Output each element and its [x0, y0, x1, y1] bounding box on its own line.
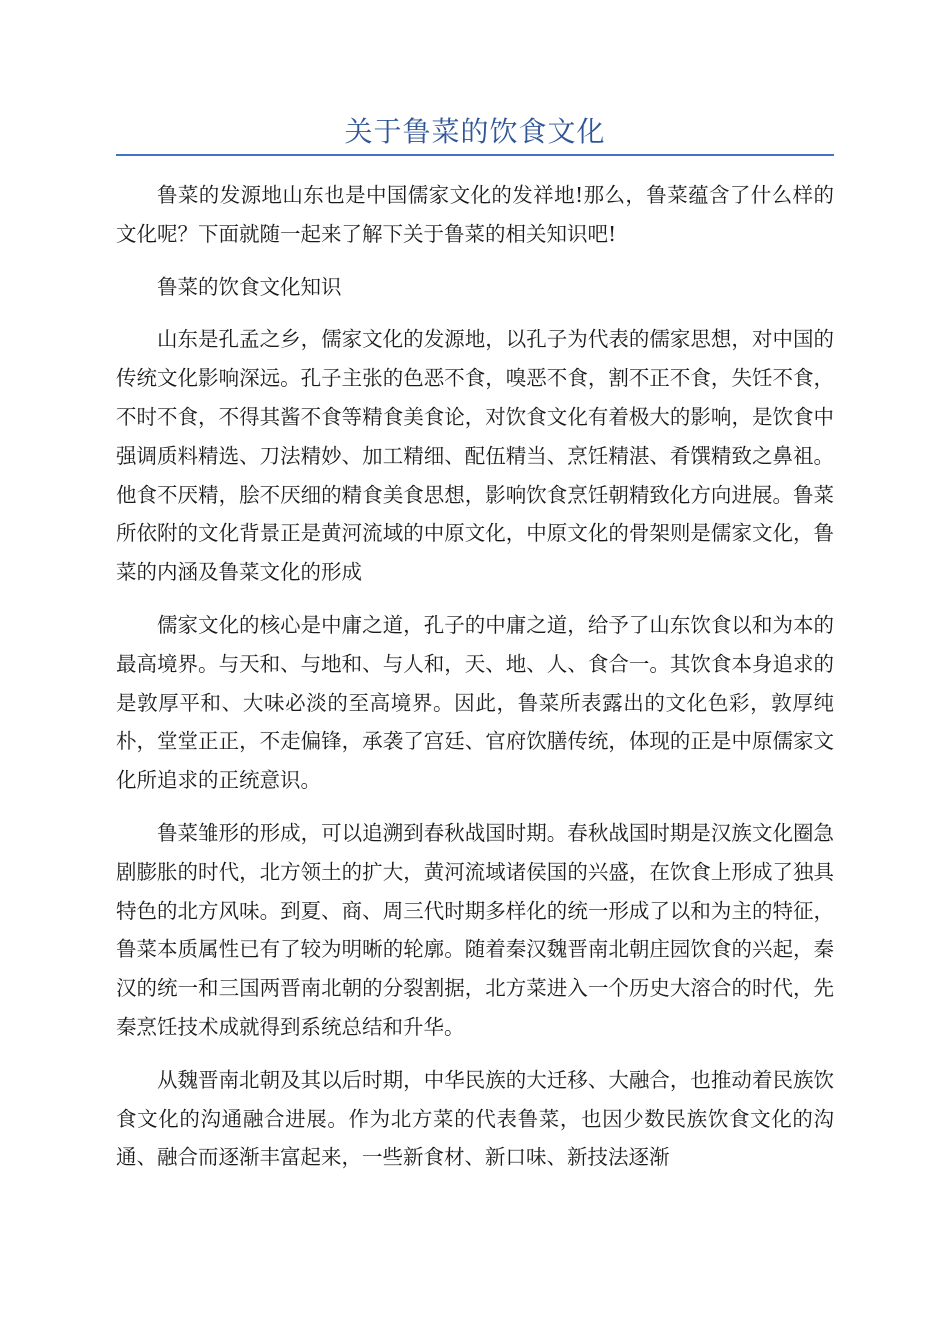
paragraph-confucian-origin: 山东是孔孟之乡，儒家文化的发源地，以孔子为代表的儒家思想，对中国的传统文化影响深远。孔子主张的色恶不食，嗅恶不食，割不正不食，失饪不食，不时不食，不得其酱不食等精食美食论，对饮食文化有着极大的影响，是饮食中强调质料精选、刀法精妙、加工精细、配伍精当、烹饪精湛、肴馔精致之鼻祖。他食不厌精，脍不厌细的精食美食思想，影响饮食烹饪朝精致化方向进展。鲁菜所依附的文化背景正是黄河流域的中原文化，中原文化的骨架则是儒家文化，鲁菜的内涵及鲁菜文化的形成 [116, 327, 834, 585]
paragraph-history-early: 鲁菜雏形的形成，可以追溯到春秋战国时期。春秋战国时期是汉族文化圈急剧膨胀的时代，北方领土的扩大，黄河流域诸侯国的兴盛，在饮食上形成了独具特色的北方风味。到夏、商、周三代时期多样化的统一形成了以和为主的特征，鲁菜本质属性已有了较为明晰的轮廓。随着秦汉魏晋南北朝庄园饮食的兴起，秦汉的统一和三国两晋南北朝的分裂割据，北方菜进入一个历史大溶合的时代，先秦烹饪技术成就得到系统总结和升华。 [116, 820, 834, 1039]
paragraph-subheading: 鲁菜的饮食文化知识 [157, 274, 342, 299]
title-underline [116, 154, 834, 156]
paragraph-history-later: 从魏晋南北朝及其以后时期，中华民族的大迁移、大融合，也推动着民族饮食文化的沟通融合进展。作为北方菜的代表鲁菜，也因少数民族饮食文化的沟通、融合而逐渐丰富起来，一些新食材、新口味、新技法逐渐 [116, 1067, 834, 1170]
paragraph-intro: 鲁菜的发源地山东也是中国儒家文化的发祥地!那么，鲁菜蕴含了什么样的文化呢？下面就随一起来了解下关于鲁菜的相关知识吧! [116, 183, 834, 246]
document-title: 关于鲁菜的饮食文化 [344, 115, 606, 148]
paragraph-doctrine-of-mean: 儒家文化的核心是中庸之道，孔子的中庸之道，给予了山东饮食以和为本的最高境界。与天和、与地和、与人和，天、地、人、食合一。其饮食本身追求的是敦厚平和、大味必淡的至高境界。因此，鲁菜所表露出的文化色彩，敦厚纯朴，堂堂正正，不走偏锋，承袭了宫廷、官府饮膳传统，体现的正是中原儒家文化所追求的正统意识。 [116, 612, 834, 793]
document-body [116, 176, 834, 1191]
